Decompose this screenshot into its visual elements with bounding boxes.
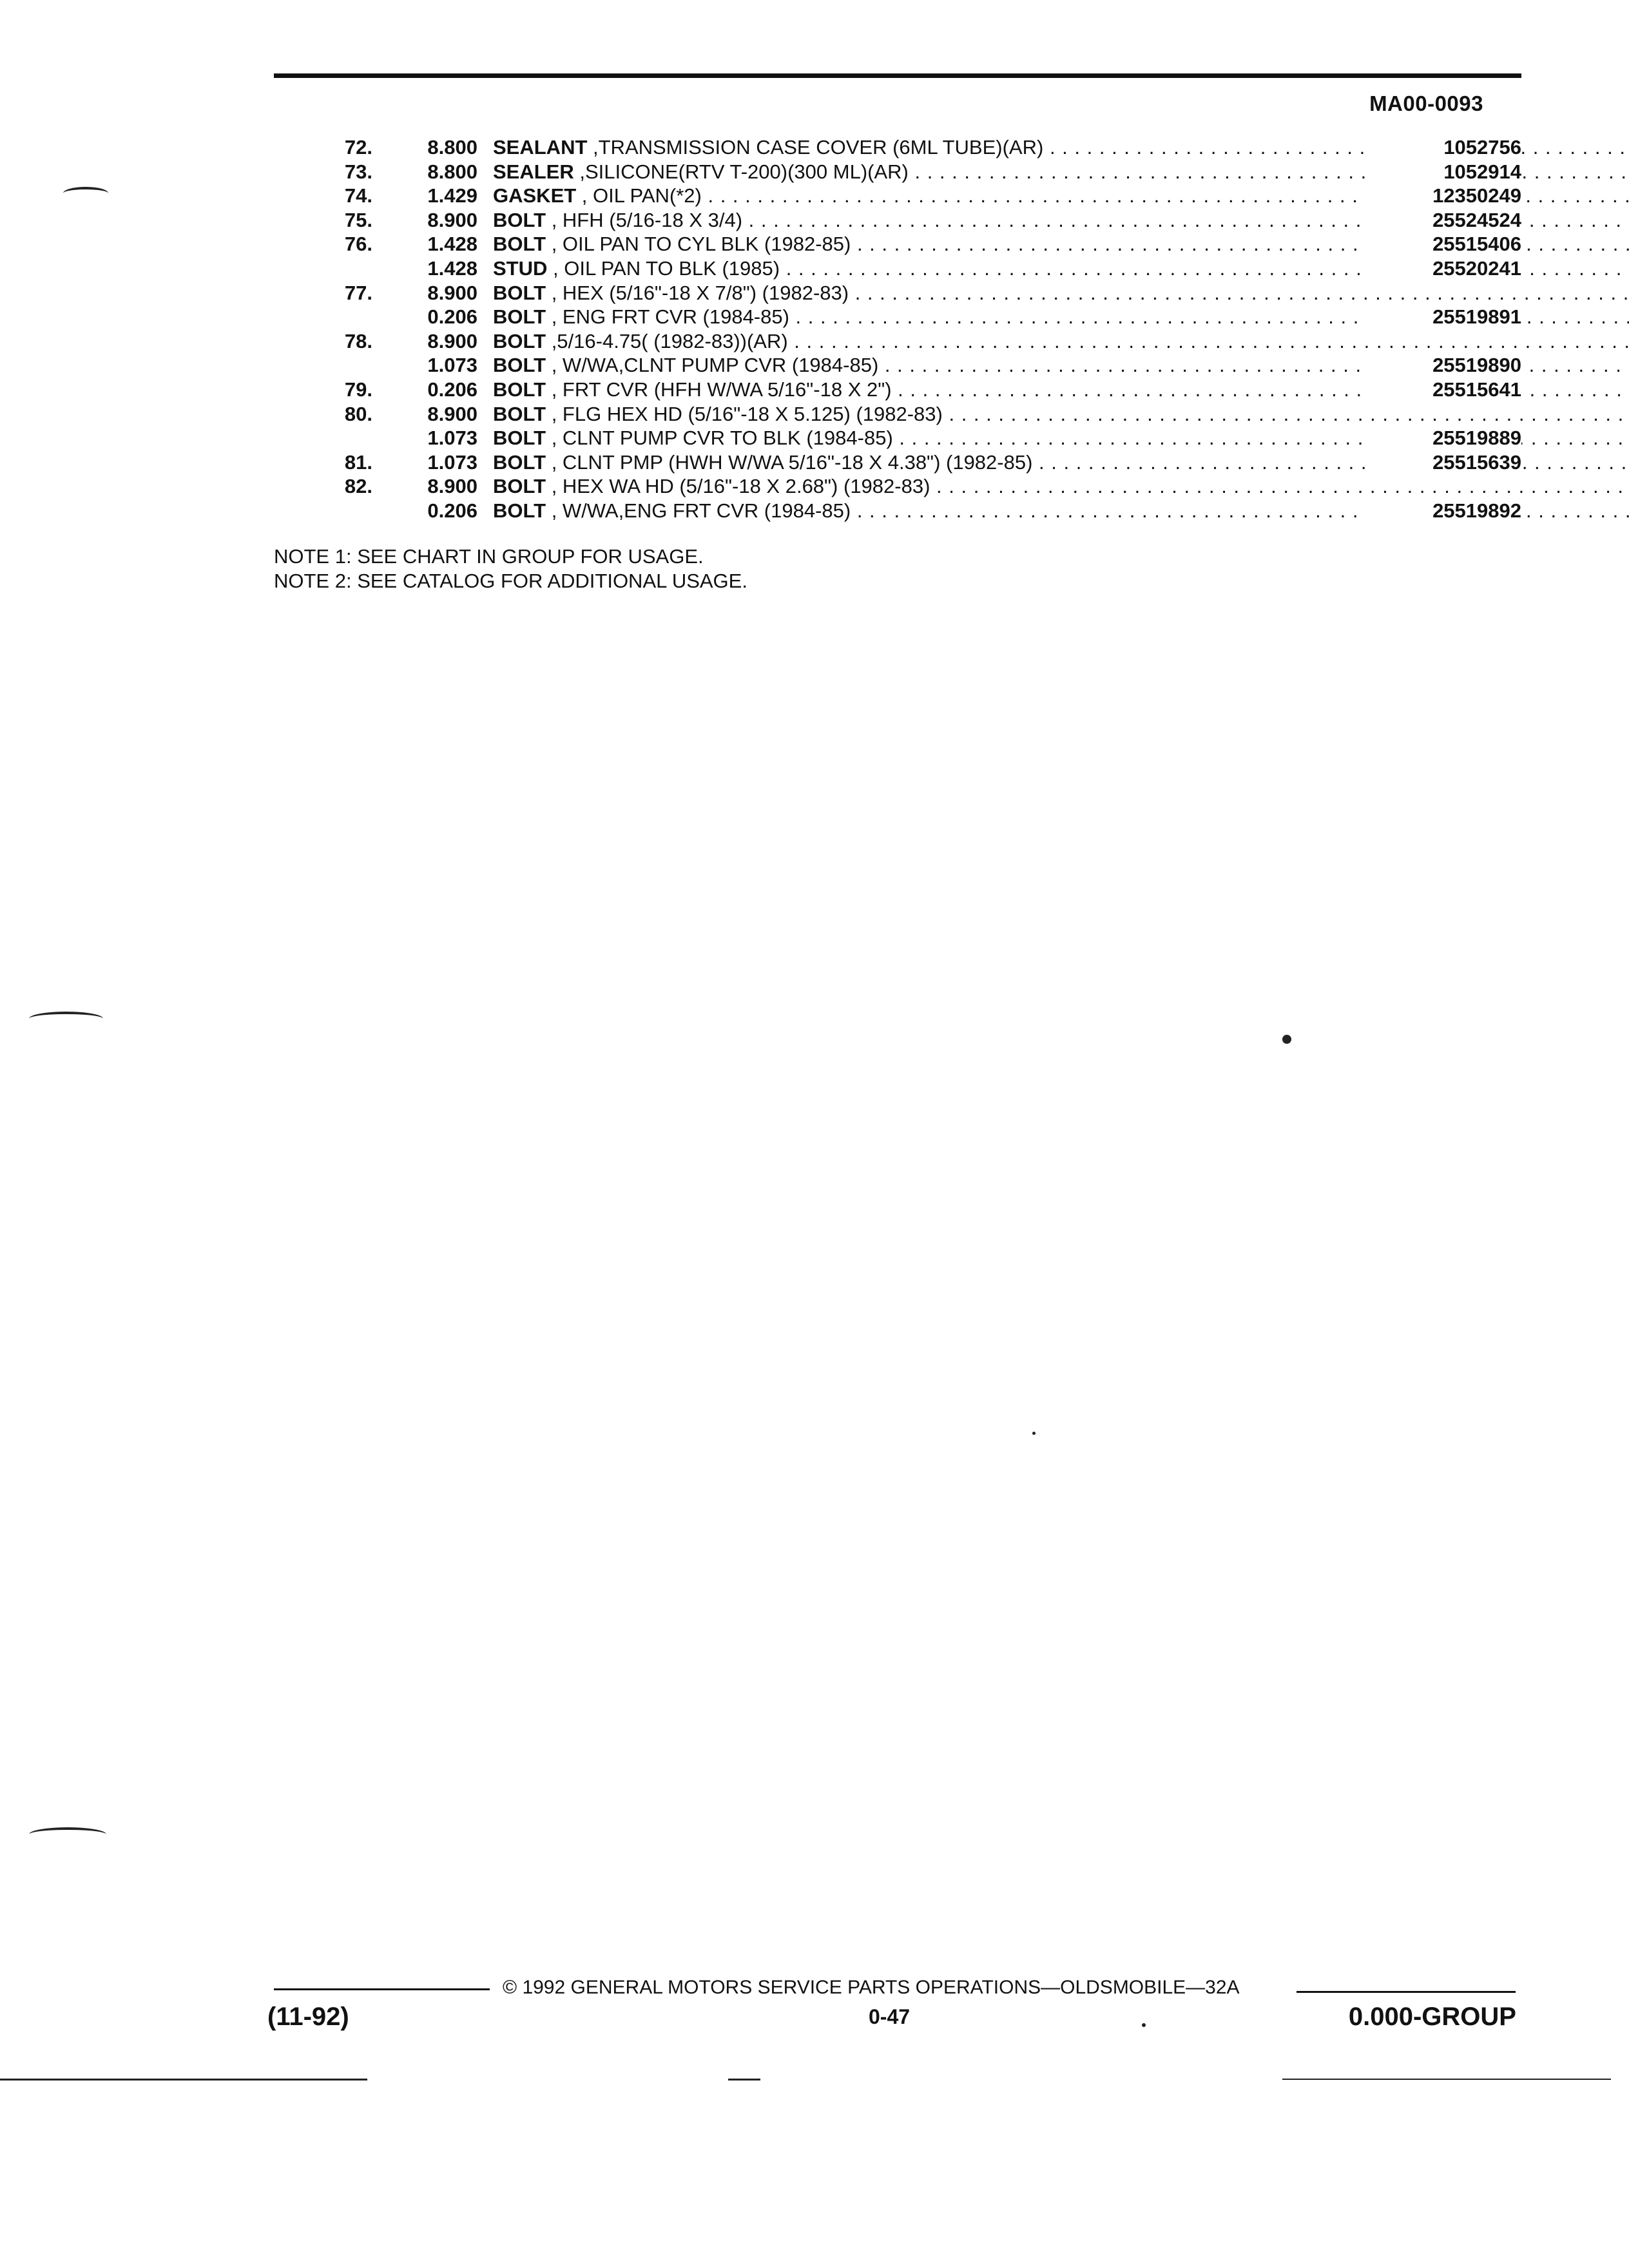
reference-number: 8.900 [427, 329, 477, 352]
bottom-edge-line [728, 2079, 760, 2081]
part-name: GASKET [493, 184, 577, 207]
part-detail: , FLG HEX HD (5/16"-18 X 5.125) (1982-83) [546, 402, 943, 425]
part-detail: , W/WA,CLNT PUMP CVR (1984-85) [546, 354, 879, 377]
reference-number: 1.429 [427, 184, 477, 207]
part-detail: , OIL PAN TO BLK (1985) [547, 256, 780, 280]
part-name: BOLT [493, 281, 546, 304]
part-name: BOLT [493, 427, 546, 450]
page-number: 0-47 [869, 2005, 911, 2028]
part-name: BOLT [493, 208, 546, 231]
speck-mark [1282, 1035, 1291, 1044]
parts-row [274, 353, 1521, 378]
document-code: MA00-0093 [1369, 91, 1483, 115]
part-number: 25515406 [1365, 232, 1521, 256]
binder-hole-mark [29, 1827, 106, 1841]
part-name: BOLT [493, 354, 546, 377]
item-number: 75. [344, 208, 372, 231]
speck-mark [1032, 1432, 1036, 1435]
parts-row [274, 184, 1521, 208]
part-name: STUD [493, 256, 548, 280]
item-number: 74. [344, 184, 372, 207]
part-detail: , FRT CVR (HFH W/WA 5/16"-18 X 2") [546, 378, 892, 401]
reference-number: 1.073 [427, 427, 477, 450]
top-rule [274, 73, 1521, 78]
part-detail: ,SILICONE(RTV T-200)(300 ML)(AR) [574, 160, 909, 183]
reference-number: 8.800 [427, 160, 477, 183]
reference-number: 1.428 [427, 233, 477, 256]
parts-row [274, 281, 1521, 305]
reference-number: 1.073 [427, 450, 477, 474]
notes-section [274, 544, 747, 593]
parts-row [274, 208, 1521, 233]
part-name: BOLT [493, 450, 546, 474]
part-name: BOLT [493, 475, 546, 498]
part-name: BOLT [493, 233, 546, 256]
part-description [493, 329, 1629, 354]
bottom-edge-line [1282, 2079, 1611, 2080]
item-number: 79. [344, 378, 372, 401]
part-name: BOLT [493, 499, 546, 522]
parts-row [274, 135, 1521, 160]
parts-row [274, 329, 1521, 354]
part-name: BOLT [493, 378, 546, 401]
item-number: 72. [344, 136, 372, 159]
item-number: 81. [344, 450, 372, 474]
part-name: BOLT [493, 402, 546, 425]
reference-number: 0.206 [427, 378, 477, 401]
part-detail: ,5/16-4.75( (1982-83))(AR) [546, 329, 788, 352]
group-label: 0.000-GROUP [1348, 2003, 1516, 2031]
part-detail: , HEX (5/16"-18 X 7/8") (1982-83) [546, 281, 849, 304]
item-number: 78. [344, 329, 372, 352]
reference-number: 8.800 [427, 136, 477, 159]
reference-number: 0.206 [427, 305, 477, 329]
parts-row [274, 160, 1521, 184]
part-number: 25515641 [1365, 378, 1521, 402]
binder-hole-mark [29, 1012, 103, 1026]
part-name: BOLT [493, 329, 546, 352]
reference-number: 8.900 [427, 475, 477, 498]
item-number: 73. [344, 160, 372, 183]
part-detail: , OIL PAN TO CYL BLK (1982-85) [546, 233, 851, 256]
part-name: SEALER [493, 160, 574, 183]
item-number: 82. [344, 475, 372, 498]
note-line: NOTE 2: SEE CATALOG FOR ADDITIONAL USAGE. [274, 570, 747, 592]
parts-row [274, 499, 1521, 523]
parts-list [274, 135, 1521, 523]
part-name: SEALANT [493, 136, 588, 159]
item-number: 80. [344, 402, 372, 425]
part-number: 1052756 [1365, 135, 1521, 160]
parts-row [274, 474, 1521, 499]
parts-row [274, 305, 1521, 329]
speck-mark [1142, 2023, 1146, 2027]
reference-number: 0.206 [427, 499, 477, 522]
part-description [493, 474, 1629, 499]
parts-row [274, 378, 1521, 402]
part-description [493, 281, 1629, 305]
item-number: 77. [344, 281, 372, 304]
parts-row [274, 450, 1521, 475]
part-description [493, 402, 1629, 427]
part-number: 25519891 [1365, 305, 1521, 329]
reference-number: 1.428 [427, 256, 477, 280]
copyright-notice: © 1992 GENERAL MOTORS SERVICE PARTS OPERATIONS—OLDSMOBILE—32A [503, 1977, 1240, 1998]
part-number: 25520241 [1365, 256, 1521, 281]
parts-row [274, 402, 1521, 427]
reference-number: 1.073 [427, 354, 477, 377]
part-number: 25519889 [1365, 426, 1521, 450]
parts-row [274, 232, 1521, 256]
part-name: BOLT [493, 305, 546, 329]
part-detail: ,TRANSMISSION CASE COVER (6ML TUBE)(AR) [587, 136, 1044, 159]
parts-row [274, 256, 1521, 281]
reference-number: 8.900 [427, 281, 477, 304]
parts-row [274, 426, 1521, 450]
part-number: 25524524 [1365, 208, 1521, 233]
part-detail: , OIL PAN(*2) [576, 184, 702, 207]
part-detail: , W/WA,ENG FRT CVR (1984-85) [546, 499, 851, 522]
item-number: 76. [344, 233, 372, 256]
note-line: NOTE 1: SEE CHART IN GROUP FOR USAGE. [274, 545, 704, 568]
part-detail: , CLNT PUMP CVR TO BLK (1984-85) [546, 427, 893, 450]
part-number: 12350249 [1365, 184, 1521, 208]
part-number: 25519890 [1365, 353, 1521, 378]
part-number: 25519892 [1365, 499, 1521, 523]
part-number: 25515639 [1365, 450, 1521, 475]
reference-number: 8.900 [427, 208, 477, 231]
footer-rule-right [1296, 1991, 1516, 1993]
part-number: 1052914 [1365, 160, 1521, 184]
revision-date: (11-92) [267, 2003, 349, 2031]
reference-number: 8.900 [427, 402, 477, 425]
bottom-edge-line [0, 2079, 367, 2081]
binder-hole-mark [63, 187, 108, 200]
footer-rule-left [274, 1988, 490, 1990]
part-detail: , HFH (5/16-18 X 3/4) [546, 208, 743, 231]
part-detail: , ENG FRT CVR (1984-85) [546, 305, 789, 329]
part-detail: , CLNT PMP (HWH W/WA 5/16"-18 X 4.38") (1982-85) [546, 450, 1033, 474]
part-detail: , HEX WA HD (5/16"-18 X 2.68") (1982-83) [546, 475, 930, 498]
